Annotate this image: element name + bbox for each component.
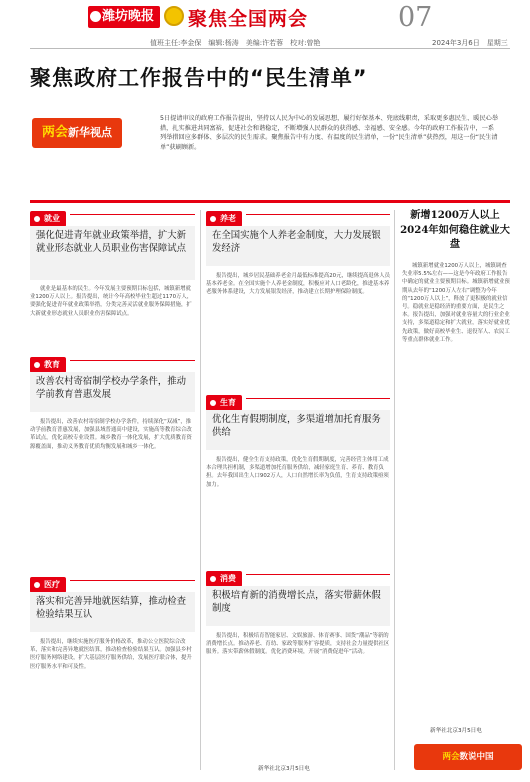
column-divider — [200, 210, 201, 770]
masthead — [0, 0, 530, 34]
paper-logo — [88, 6, 160, 28]
body-shengyu: 报告提出，健全生育支持政策，优化生育假期制度，完善经营主体用工成本合理共担机制，多渠道增加托育服务供给，减轻家庭生育、养育、教育负担。去年我国出生人口902万人，人口自然增长率为负值，生育支持政策亟须加力。 — [206, 457, 389, 488]
paper-name: 潍坊晚报 — [102, 9, 155, 24]
page-headline: 聚焦政府工作报告中的“民生清单” — [30, 66, 368, 90]
section-head-shengyu — [206, 390, 390, 406]
tag-yanglao: 养老 — [206, 211, 242, 227]
head-rule — [70, 214, 195, 215]
head-rule — [70, 360, 195, 361]
body-xiaofei: 报告提出，积极培育智能家居、文娱旅游、体育赛事、国货“潮品”等新的消费增长点。推动养老、育幼、家政等服务扩容提质，支持社会力量提供社区服务。落实带薪休假制度。优化消费环境，开展“消费促进年”活动。 — [206, 633, 390, 656]
section-head-xiaofei — [206, 566, 390, 582]
footer-byline: 新华社北京3月5日电 — [258, 766, 310, 772]
brand-part1: 两会 — [41, 125, 68, 140]
section-head-jiuye — [30, 206, 195, 222]
right-column-title: 新增1200万人以上 2024年如何稳住就业大盘 — [400, 209, 510, 250]
national-emblem-icon — [164, 6, 184, 26]
tag-xiaofei: 消费 — [206, 571, 242, 587]
body-jiuye: 就业是最基本的民生。今年发展主要预期目标包括，城镇新增就业1200万人以上。报告提出，统计今年高校毕业生超过1170万人，要强化促进青年就业政策举措，分类完善灵活就业服务保障措施，扩大新就业形态就业人员职业伤害保障试点。 — [30, 286, 193, 317]
title-yiliao: 落实和完善异地就医结算，推动检查检验结果互认 — [30, 592, 195, 632]
section-title: 聚焦全国两会 — [188, 8, 309, 30]
title-yanglao: 在全国实施个人养老金制度，大力发展银发经济 — [206, 226, 390, 266]
body-yanglao: 报告提出，城乡居民基础养老金月最低标准提高20元，继续提高退休人员基本养老金。在全国实施个人养老金制度，积极应对人口老龄化，推进基本养老服务体系建设，大力发展银发经济，推动建立长期护理保险制度。 — [206, 273, 390, 296]
corner-part2: 数说中国 — [459, 752, 494, 762]
issue-date: 2024年3月6日 星期三 — [432, 39, 508, 47]
right-column-body: 城镇新增就业1200万人以上，城镇调查失业率5.5%左右——这是今年政府工作报告中确定的就业主要预期目标。城镇新增就业预期从去年的“1200万人左右”调整为今年的“1200万人以上”，释放了更积极的就业信号。稳就业是稳经济的重要方面，是民生之本。报告提出，加强对就业容量大的行业企业支持，多渠道稳定和扩大就业，落实好就业优先政策，做好高校毕业生、退役军人、农民工等重点群体就业工作。 — [402, 263, 510, 343]
head-rule — [246, 574, 390, 575]
page-number: 07 — [398, 2, 433, 33]
column-brand — [32, 118, 122, 148]
head-rule — [70, 580, 195, 581]
intro-text: 5日提请审议的政府工作报告提出，坚持以人民为中心的发展思想，履行好保基本、兜底线职责，采取更多惠民生、暖民心举措，扎实推进共同富裕，促进社会和谐稳定，不断增强人民群众的获得感、幸福感、安全感。今年的政府工作报告中，一系列举措回应多群体、多层次的民生需求。聚焦报告中有力度、有温度的民生清单，一份“民生清单”获热烈，用这一份“民生清单”获刷顾新。 — [160, 115, 499, 151]
staff-credits: 值班主任:李金保 编辑:杨涛 美编:许若蓉 校对:曾艳 — [150, 39, 321, 47]
tag-jiuye: 就业 — [30, 211, 66, 227]
seal-icon — [90, 11, 101, 22]
tag-shengyu: 生育 — [206, 395, 242, 411]
column-divider — [394, 210, 395, 770]
section-head-yiliao — [30, 572, 195, 588]
head-rule — [246, 214, 390, 215]
corner-brand — [414, 744, 522, 770]
tag-jiaoyu: 教育 — [30, 357, 66, 373]
brand-part2: 新华视点 — [68, 126, 112, 139]
head-rule — [246, 398, 390, 399]
tag-yiliao: 医疗 — [30, 577, 66, 593]
title-shengyu: 优化生育假期制度，多渠道增加托育服务供给 — [206, 410, 390, 450]
title-jiuye: 强化促进青年就业政策举措，扩大新就业形态就业人员职业伤害保障试点 — [30, 226, 195, 280]
title-xiaofei: 积极培育新的消费增长点，落实带薪休假制度 — [206, 586, 390, 626]
corner-part1: 两会 — [442, 752, 460, 762]
section-head-jiaoyu — [30, 352, 195, 368]
section-head-yanglao — [206, 206, 390, 222]
right-byline: 新华社北京3月5日电 — [430, 728, 482, 734]
body-jiaoyu: 报告提出，改善农村寄宿制学校办学条件，持续深化“双减”，推动学前教育普惠发展，加强县域普通高中建设，实施高等教育综合改革试点，优化高校专业设置。城乡教育一体化发展，扩大优质教育资源覆盖面，推动义务教育优质均衡发展和城乡一体化。 — [30, 419, 192, 450]
title-jiaoyu: 改善农村寄宿制学校办学条件，推动学前教育普惠发展 — [30, 372, 195, 412]
divider-rule — [30, 200, 510, 203]
body-yiliao: 报告提出，继续实施医疗服务价格改革，推动公立医院综合改革，落实和完善异地就医结算，推动检查检验结果互认。加强县乡村医疗服务网络建设，扩大基层医疗服务供给，发展医疗联合体，提升医疗服务水平和可及性。 — [30, 639, 192, 670]
top-rule — [30, 48, 510, 49]
